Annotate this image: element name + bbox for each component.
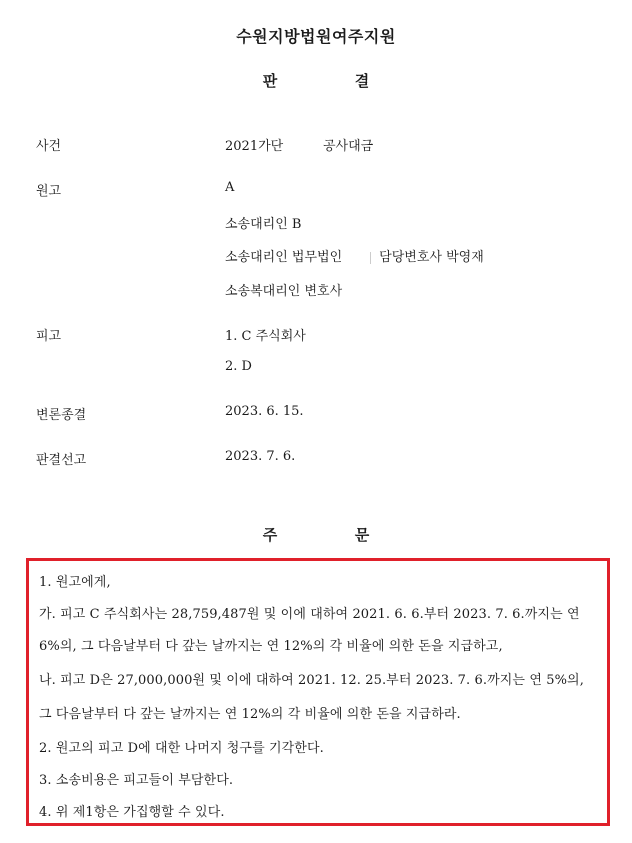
judgment-date-row (0, 449, 632, 469)
order-heading-char-1: 주 (262, 526, 278, 544)
judgment-date-label: 판결선고 (36, 453, 87, 468)
order-line: 2. 원고의 피고 D에 대한 나머지 청구를 기각한다. (39, 741, 324, 756)
order-line: 그 다음날부터 다 갚는 날까지는 연 12%의 각 비율에 의한 돈을 지급하라. (39, 707, 461, 722)
plaintiff-agent1: 소송대리인 B (225, 217, 302, 232)
order-line: 4. 위 제1항은 가집행할 수 있다. (39, 805, 225, 820)
defendant-2: 2. D (225, 359, 252, 374)
separator-mark (370, 252, 375, 264)
plaintiff-agent2-suffix: 담당변호사 박영재 (379, 250, 484, 265)
order-line: 3. 소송비용은 피고들이 부담한다. (39, 773, 234, 788)
judgment-date: 2023. 7. 6. (225, 449, 296, 464)
defendant-row (0, 325, 632, 345)
closing-label: 변론종결 (36, 408, 87, 423)
case-number: 2021가단 (225, 139, 284, 154)
order-heading-char-2: 문 (354, 526, 370, 544)
plaintiff-label: 원고 (36, 184, 62, 199)
defendant-label: 피고 (36, 329, 62, 344)
court-name: 수원지방법원여주지원 (236, 27, 396, 46)
title-char-2: 결 (354, 72, 370, 90)
plaintiff-name: A (225, 180, 235, 195)
case-value (225, 135, 373, 154)
plaintiff-agent1-row (0, 213, 632, 233)
plaintiff-agent3-row (0, 280, 632, 300)
title-char-1: 판 (262, 72, 278, 90)
order-highlight-box (26, 558, 610, 826)
order-line: 나. 피고 D은 27,000,000원 및 이에 대하여 2021. 12. 25.부터 2023. 7. 6.까지는 연 5%의, (39, 673, 584, 688)
order-line: 6%의, 그 다음날부터 다 갚는 날까지는 연 12%의 각 비율에 의한 돈을 지급하고, (39, 639, 503, 654)
plaintiff-agent2-row (0, 246, 632, 266)
plaintiff-agent3: 소송복대리인 변호사 (225, 284, 343, 299)
closing-date: 2023. 6. 15. (225, 404, 304, 419)
order-heading (0, 524, 632, 545)
defendant-2-row (0, 359, 632, 379)
case-row (0, 135, 632, 155)
document-title (0, 70, 632, 91)
order-line: 가. 피고 C 주식회사는 28,759,487원 및 이에 대하여 2021. 6. 6.부터 2023. 7. 6.까지는 연 (39, 607, 580, 622)
closing-row (0, 404, 632, 424)
plaintiff-row (0, 180, 632, 200)
case-name: 공사대금 (323, 139, 374, 154)
order-line: 1. 원고에게, (39, 575, 111, 590)
plaintiff-agent2-prefix: 소송대리인 법무법인 (225, 250, 343, 265)
defendant-1: 1. C 주식회사 (225, 329, 306, 344)
plaintiff-agent2 (225, 246, 484, 265)
case-label: 사건 (36, 139, 62, 154)
